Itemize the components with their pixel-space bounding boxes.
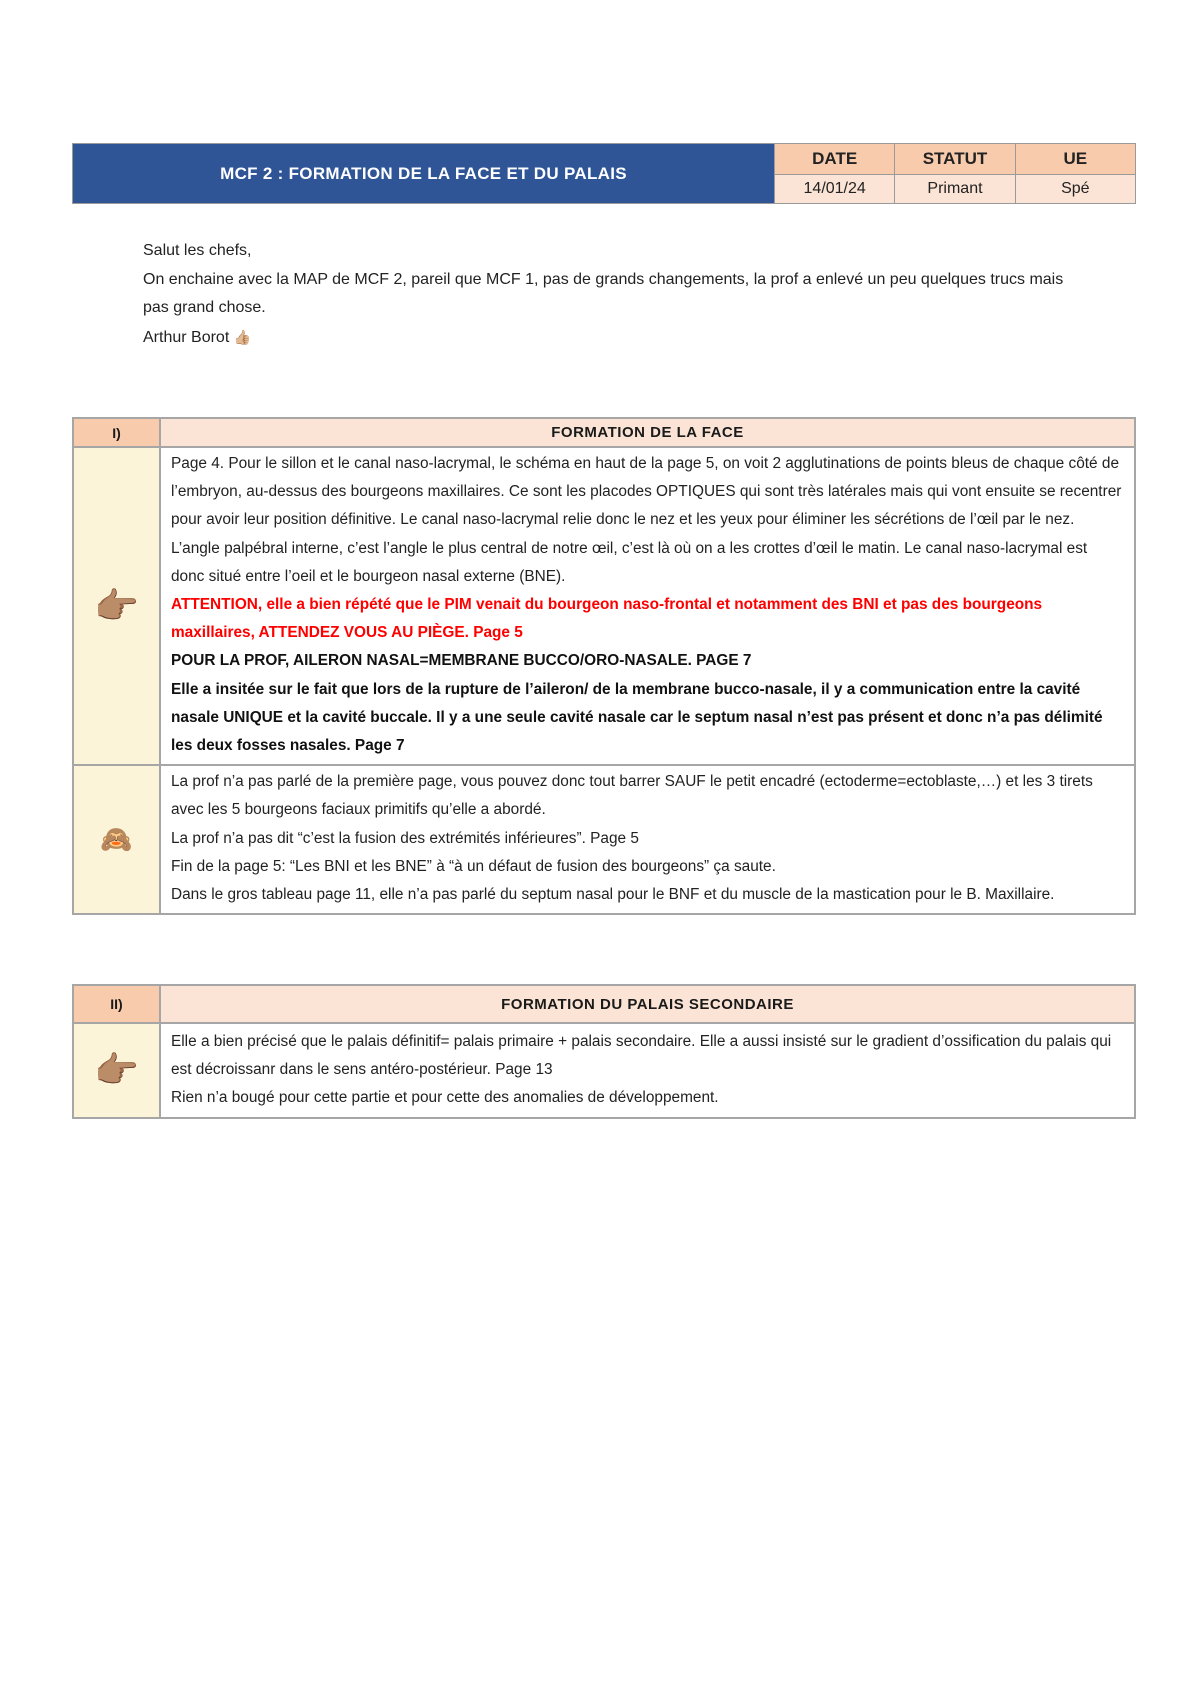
see-no-evil-monkey-icon: 🙈 <box>74 766 161 913</box>
warning-paragraph: ATTENTION, elle a bien répété que le PIM venait du bourgeon naso-frontal et notamment des BNI et pas des bourgeons maxillaires, ATTENDEZ VOUS AU PIÈGE. Page 5 <box>171 596 1043 642</box>
paragraph: Fin de la page 5: “Les BNI et les BNE” à “à un défaut de fusion des bourgeons” ça saute. <box>171 857 776 875</box>
paragraph: Elle a bien précisé que le palais définitif= palais primaire + palais secondaire. Elle a aussi insisté sur le gradient d’ossification du palais qui est décroissanr dans le sens antéro-postérieur. Page 13 <box>171 1033 1112 1079</box>
header-ue-column <box>1016 144 1135 203</box>
intro-author: Arthur Borot <box>143 328 230 346</box>
section-title: FORMATION DU PALAIS SECONDAIRE <box>161 986 1134 1022</box>
section-row <box>74 448 1134 766</box>
header-status-column <box>895 144 1015 203</box>
header-date-column <box>775 144 895 203</box>
section-formation-palais <box>72 984 1136 1119</box>
pointing-hand-icon: 👉🏽 <box>74 448 161 764</box>
bold-paragraph: POUR LA PROF, AILERON NASAL=MEMBRANE BUCCO/ORO-NASALE. PAGE 7 <box>171 652 752 670</box>
row-text <box>161 766 1134 913</box>
section-number: I) <box>74 419 161 446</box>
intro-author-line <box>143 323 1083 353</box>
section-header <box>74 419 1134 448</box>
paragraph: Page 4. Pour le sillon et le canal naso-lacrymal, le schéma en haut de la page 5, on voit 2 agglutinations de points bleus de chaque côté de l’embryon, au-dessus des bourgeons maxillaires. Ce sont les placodes OPTIQUES qui sont très latérales mais qui vont ensuite se recentrer pour avoir leur position définitive. Le canal naso-lacrymal relie donc le nez et les yeux pour éliminer les sécrétions de l’œil par le nez. L’angle palpébral interne, c’est l’angle le plus central de notre œil, c’est là où on a les crottes d’œil le matin. Le canal naso-lacrymal est donc situé entre l’oeil et le bourgeon nasal externe (BNE). <box>171 455 1122 585</box>
ue-value: Spé <box>1016 175 1135 203</box>
pointing-hand-icon: 👉🏽 <box>74 1024 161 1117</box>
bold-paragraph: Elle a insitée sur le fait que lors de la rupture de l’aileron/ de la membrane bucco-nasale, il y a communication entre la cavité nasale UNIQUE et la cavité buccale. Il y a une seule cavité nasale car le septum nasal n’est pas présent et donc n’a pas délimité les deux fosses nasales. Page 7 <box>171 680 1103 755</box>
paragraph: Dans le gros tableau page 11, elle n’a pas parlé du septum nasal pour le BNF et du muscle de la mastication pour le B. Maxillaire. <box>171 886 1055 904</box>
status-value: Primant <box>895 175 1014 203</box>
date-value: 14/01/24 <box>775 175 894 203</box>
section-formation-face <box>72 417 1136 915</box>
header-meta <box>775 144 1135 203</box>
row-text <box>161 1024 1134 1117</box>
thumbs-up-icon: 👍🏼 <box>233 328 252 345</box>
intro-body: On enchaine avec la MAP de MCF 2, pareil que MCF 1, pas de grands changements, la prof a enlevé un peu quelques trucs mais pas grand chose. <box>143 270 1064 316</box>
intro <box>143 237 1083 352</box>
paragraph: Rien n’a bougé pour cette partie et pour cette des anomalies de développement. <box>171 1089 719 1107</box>
date-label: DATE <box>775 144 894 175</box>
paragraph: La prof n’a pas parlé de la première page, vous pouvez donc tout barrer SAUF le petit encadré (ectoderme=ectoblaste,…) et les 3 tirets avec les 5 bourgeons faciaux primitifs qu’elle a abordé. <box>171 773 1093 819</box>
ue-label: UE <box>1016 144 1135 175</box>
intro-greeting: Salut les chefs, <box>143 242 252 259</box>
section-title: FORMATION DE LA FACE <box>161 419 1134 446</box>
document-title: MCF 2 : FORMATION DE LA FACE ET DU PALAIS <box>73 144 775 203</box>
document-header <box>72 143 1136 204</box>
status-label: STATUT <box>895 144 1014 175</box>
section-row <box>74 766 1134 913</box>
section-row <box>74 1024 1134 1117</box>
section-number: II) <box>74 986 161 1022</box>
row-text <box>161 448 1134 764</box>
section-header <box>74 986 1134 1024</box>
paragraph: La prof n’a pas dit “c’est la fusion des extrémités inférieures”. Page 5 <box>171 829 639 847</box>
